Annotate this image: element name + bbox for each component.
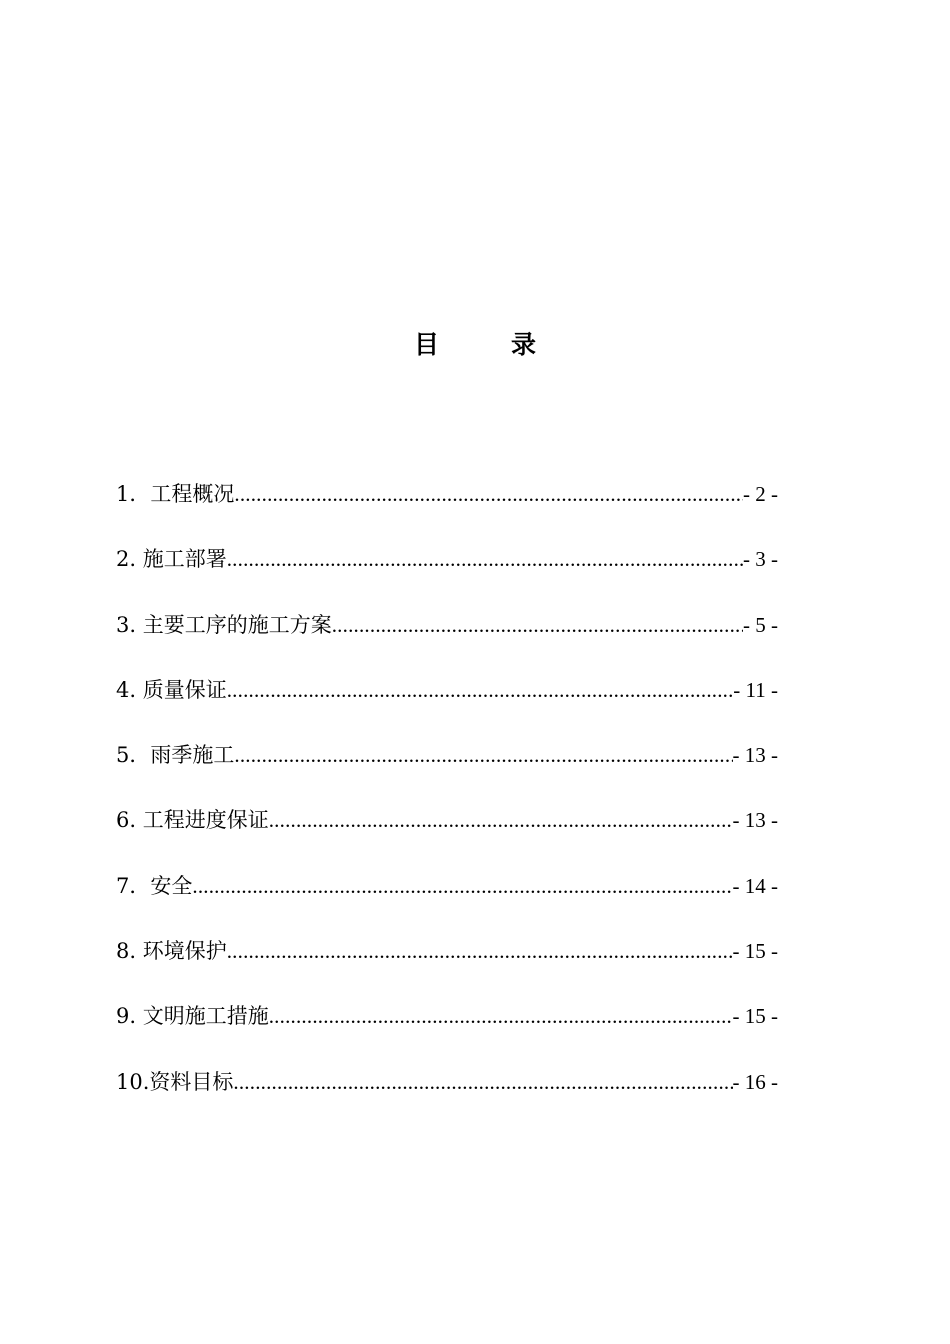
toc-entry[interactable] <box>116 607 778 672</box>
table-of-contents <box>116 476 778 1129</box>
toc-entry[interactable] <box>116 802 778 867</box>
toc-entry-label: 8. 环境保护 <box>116 939 227 964</box>
toc-leader-dots <box>227 672 734 708</box>
toc-leader-dots <box>227 933 733 969</box>
title-char-2: 录 <box>511 330 537 359</box>
toc-entry-page: - 16 - <box>732 1069 778 1094</box>
toc-entry[interactable] <box>116 672 778 737</box>
toc-entry[interactable] <box>116 737 778 802</box>
toc-leader-dots <box>227 541 743 577</box>
toc-entry-label: 9. 文明施工措施 <box>116 1004 269 1029</box>
toc-leader-dots <box>192 868 732 904</box>
toc-entry-label: 2. 施工部署 <box>116 547 227 572</box>
toc-entry-label: 5．雨季施工 <box>116 743 235 768</box>
toc-entry-label: 4. 质量保证 <box>116 677 227 702</box>
toc-entry-label: 6. 工程进度保证 <box>116 808 269 833</box>
toc-leader-dots <box>332 607 743 643</box>
page-title <box>0 328 950 362</box>
toc-entry[interactable] <box>116 1064 778 1129</box>
toc-entry-label: 10.资料目标 <box>116 1069 234 1094</box>
toc-entry-page: - 15 - <box>732 1004 778 1029</box>
toc-entry[interactable] <box>116 541 778 606</box>
toc-entry[interactable] <box>116 476 778 541</box>
toc-entry-page: - 14 - <box>732 873 778 898</box>
toc-entry-page: - 11 - <box>733 677 778 702</box>
toc-leader-dots <box>234 737 732 773</box>
toc-entry[interactable] <box>116 998 778 1063</box>
toc-entry-page: - 15 - <box>732 939 778 964</box>
toc-entry-page: - 5 - <box>743 612 778 637</box>
toc-entry-page: - 13 - <box>732 743 778 768</box>
toc-leader-dots <box>269 802 733 838</box>
toc-entry-page: - 2 - <box>743 482 778 506</box>
toc-leader-dots <box>269 998 733 1034</box>
toc-leader-dots <box>233 1064 732 1100</box>
toc-entry-label: 3. 主要工序的施工方案 <box>116 612 332 637</box>
toc-entry-label: 7．安全 <box>116 873 193 898</box>
title-char-1: 目 <box>413 330 439 359</box>
toc-entry-page: - 3 - <box>743 547 778 572</box>
toc-leader-dots <box>234 476 743 512</box>
toc-entry[interactable] <box>116 933 778 998</box>
toc-entry[interactable] <box>116 868 778 933</box>
toc-entry-page: - 13 - <box>732 808 778 833</box>
toc-entry-label: 1．工程概况 <box>116 482 235 506</box>
